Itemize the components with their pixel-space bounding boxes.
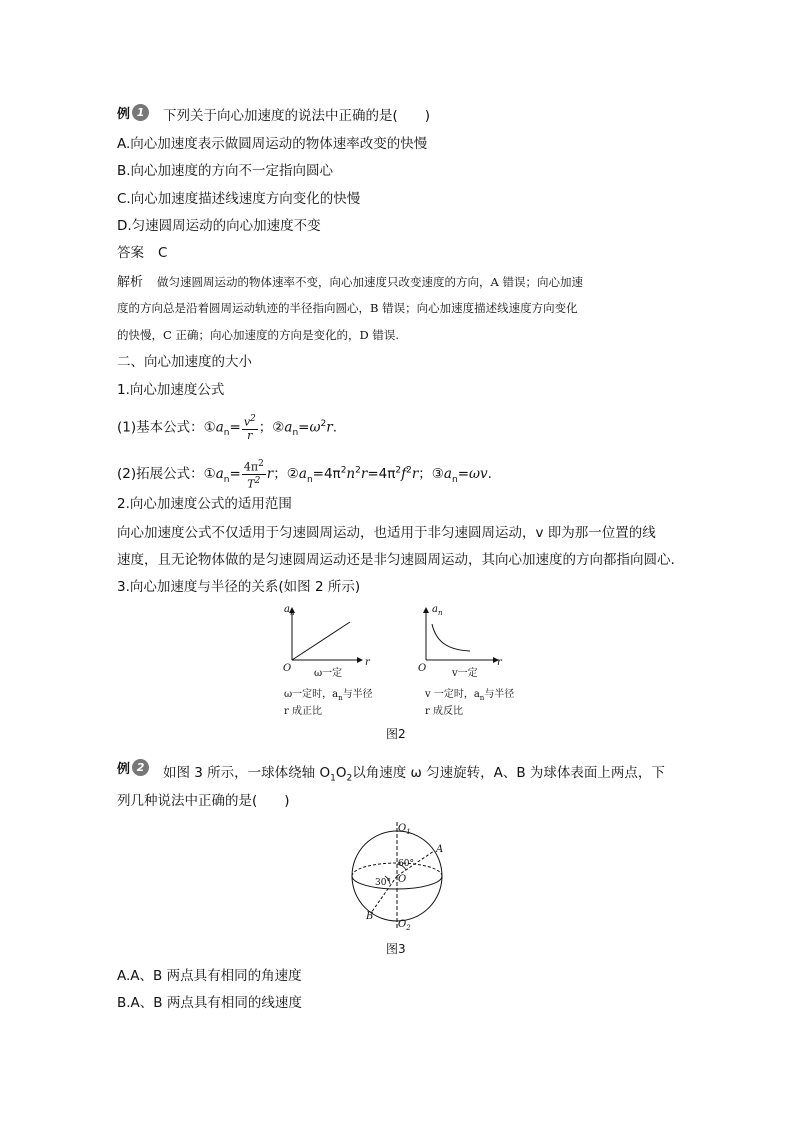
left-axis-x-label: r bbox=[365, 657, 370, 668]
left-condition-label: ω一定 bbox=[314, 668, 343, 679]
example-2-question-line-1: 如图 3 所示，一球体绕轴 $O_1O_2$以角速度 ω 匀速旋转，A、B 为球体表面上两点，下 bbox=[163, 765, 665, 784]
formula-basic-label: (1)基本公式：① bbox=[117, 419, 216, 436]
example-2-question-line-2: 列几种说法中正确的是( ) bbox=[117, 793, 290, 809]
formula-basic: (1)基本公式：$①a_n=$ $\frac{v^2}{r}$ ；$②a_n=\omega^2r$. bbox=[117, 414, 337, 442]
right-inverse-curve bbox=[432, 624, 470, 651]
figure-2-caption: 图2 bbox=[386, 727, 406, 741]
label-o: O bbox=[398, 874, 407, 885]
analysis-line-3: 的快慢，C 正确；向心加速度的方向是变化的，D 错误. bbox=[117, 328, 399, 342]
left-proportional-line bbox=[292, 622, 350, 660]
example-1-badge bbox=[117, 103, 149, 122]
fraction-4pi2-T2: $\frac{4\pi^2}{T^2}$ bbox=[243, 459, 264, 491]
option-a: A.向心加速度表示做圆周运动的物体速率改变的快慢 bbox=[117, 136, 428, 152]
example-1-question: 下列关于向心加速度的说法中正确的是( ) bbox=[163, 108, 431, 124]
left-axis-y-label: $a_n$ bbox=[284, 604, 295, 617]
answer-row bbox=[117, 243, 167, 263]
analysis-label: 解析 bbox=[117, 275, 144, 290]
example-label: 例 bbox=[117, 762, 131, 777]
fraction-v2-r: $\frac{v^2}{r}$ bbox=[243, 414, 256, 442]
analysis-text: 做匀速圆周运动的物体速率不变，向心加速度只改变速度的方向，A 错误；向心加速 bbox=[157, 275, 583, 289]
subheading-1: 1.向心加速度公式 bbox=[117, 382, 225, 398]
label-o2: $O_2$ bbox=[398, 919, 411, 932]
right-origin-label: O bbox=[418, 663, 427, 674]
left-note: ω一定时，$a_n$与半径 r 成正比 bbox=[284, 689, 373, 717]
example-number: 2 bbox=[132, 759, 149, 776]
example-2-badge bbox=[117, 758, 149, 777]
label-angle-30: 30° bbox=[375, 878, 391, 888]
answer-value: C bbox=[158, 245, 168, 261]
label-o1: $O_1$ bbox=[398, 823, 411, 836]
section-heading: 二、向心加速度的大小 bbox=[117, 354, 252, 370]
figure-3-caption: 图3 bbox=[386, 942, 406, 956]
option-b: B.向心加速度的方向不一定指向圆心 bbox=[117, 163, 334, 179]
subheading-3: 3.向心加速度与半径的关系(如图 2 所示) bbox=[117, 579, 361, 595]
analysis-line-1 bbox=[117, 272, 583, 293]
example-2-option-a: A.A、B 两点具有相同的角速度 bbox=[117, 968, 302, 984]
figure-2-graphs bbox=[270, 600, 530, 680]
paragraph-line-2: 速度，且无论物体做的是匀速圆周运动还是非匀速圆周运动，其向心加速度的方向都指向圆心. bbox=[117, 552, 675, 568]
formula-extended-label: (2)拓展公式：① bbox=[117, 466, 216, 483]
example-label: 例 bbox=[117, 107, 131, 122]
paragraph-line-1: 向心加速度公式不仅适用于匀速圆周运动，也适用于非匀速圆周运动，v 即为那一位置的线 bbox=[117, 525, 656, 541]
label-b: B bbox=[366, 911, 374, 922]
right-condition-label: v一定 bbox=[452, 668, 478, 679]
right-axis-x-label: r bbox=[497, 657, 502, 668]
label-angle-60: 60° bbox=[398, 859, 414, 869]
subheading-2: 2.向心加速度公式的适用范围 bbox=[117, 496, 292, 512]
right-axis-y-label: $a_n$ bbox=[432, 604, 443, 617]
right-note: v 一定时，$a_n$与半径 r 成反比 bbox=[425, 689, 515, 717]
formula-extended: (2)拓展公式：$①a_n=$ $\frac{4\pi^2}{T^2}$ r；$②a_n=4\pi^2n^2r=4\pi^2f^2r$；$③a_n=\omega v$. bbox=[117, 459, 492, 491]
analysis-line-2: 度的方向总是沿着圆周运动轨迹的半径指向圆心，B 错误；向心加速度描述线速度方向变化 bbox=[117, 301, 578, 315]
option-c: C.向心加速度描述线速度方向变化的快慢 bbox=[117, 191, 361, 207]
left-origin-label: O bbox=[283, 663, 292, 674]
example-2-option-b: B.A、B 两点具有相同的线速度 bbox=[117, 995, 302, 1011]
example-number: 1 bbox=[132, 104, 149, 121]
option-d: D.匀速圆周运动的向心加速度不变 bbox=[117, 218, 321, 234]
label-a: A bbox=[436, 844, 444, 855]
answer-label: 答案 bbox=[117, 245, 144, 261]
